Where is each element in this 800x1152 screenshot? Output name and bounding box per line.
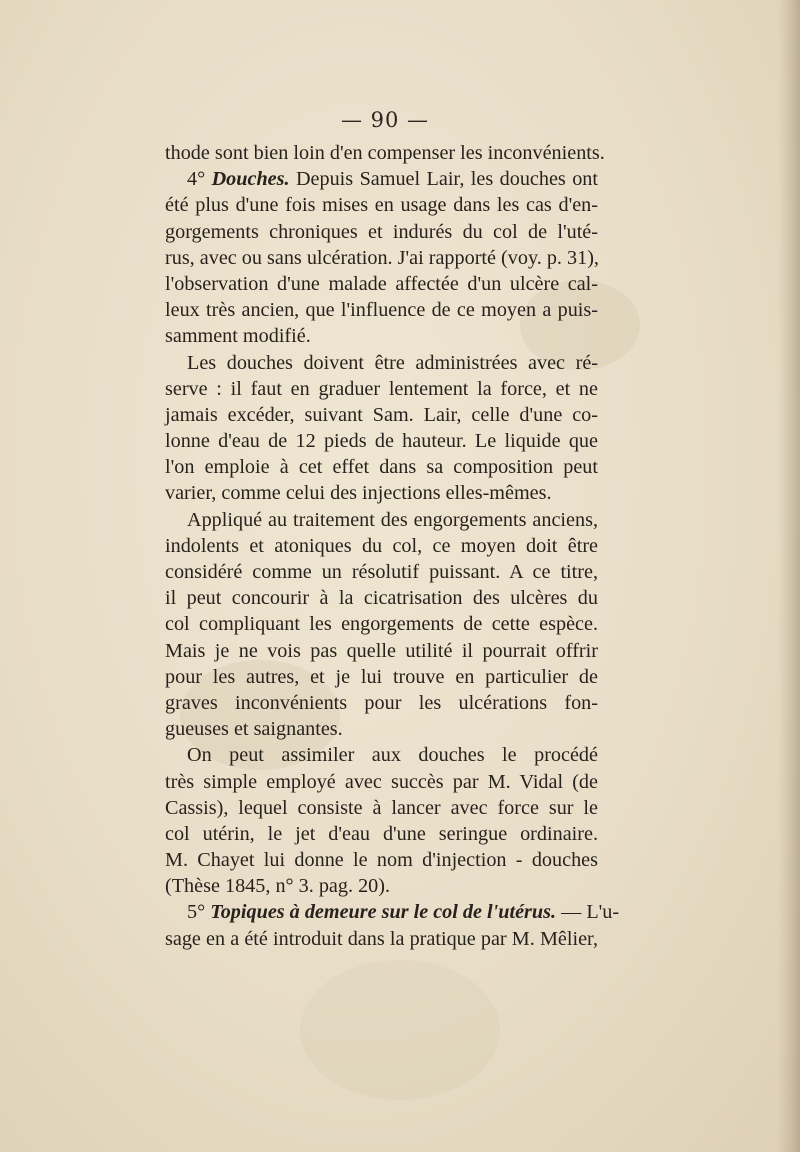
text-line: Mais je ne vois pas quelle utilité il pourrait offrir: [165, 639, 598, 662]
text-line: gueuses et saignantes.: [165, 718, 343, 741]
text-line: l'on emploie à cet effet dans sa composition peut: [165, 456, 598, 479]
text-line: [165, 899, 620, 925]
text-line: été plus d'une fois mises en usage dans les cas d'en-: [165, 194, 598, 217]
text-line: M. Chayet lui donne le nom d'injection - douches: [165, 849, 598, 872]
text-line: indolents et atoniques du col, ce moyen doit être: [165, 534, 598, 557]
text-line: jamais excéder, suivant Sam. Lair, celle d'une co-: [165, 403, 598, 426]
section-title: Topiques à demeure sur le col de l'utérus.: [210, 901, 557, 924]
page-edge-shadow: [778, 0, 800, 1152]
body-text: [165, 140, 620, 952]
text-line: il peut concourir à la cicatrisation des ulcères du: [165, 587, 598, 610]
text-line: Cassis), lequel consiste à lancer avec force sur le: [165, 796, 598, 819]
text-line: col utérin, le jet d'eau d'une seringue ordinaire.: [165, 822, 598, 845]
text-line: pour les autres, et je lui trouve en particulier de: [165, 665, 598, 688]
text-line: On peut assimiler aux douches le procédé: [187, 744, 598, 767]
section-title: Douches.: [211, 168, 290, 191]
line-text: Depuis Samuel Lair, les douches ont: [289, 168, 599, 191]
text-line: (Thèse 1845, n° 3. pag. 20).: [165, 875, 391, 898]
text-line: lonne d'eau de 12 pieds de hauteur. Le liquide que: [165, 430, 598, 453]
text-line: considéré comme un résolutif puissant. A ce titre,: [165, 561, 598, 583]
text-line: Appliqué au traitement des engorgements anciens,: [187, 508, 598, 531]
paper-stain: [300, 960, 500, 1100]
text-line: l'observation d'une malade affectée d'un ulcère cal-: [165, 272, 598, 295]
page-number: — 90 —: [340, 108, 430, 132]
line-text: — L'u-: [556, 901, 620, 924]
text-line: samment modifié.: [165, 325, 311, 348]
text-line: [165, 166, 598, 192]
text-line: thode sont bien loin d'en compenser les inconvénients.: [165, 142, 605, 164]
section-number: 4°: [187, 168, 206, 191]
section-number: 5°: [187, 901, 206, 924]
text-line: gorgements chroniques et indurés du col de l'uté-: [165, 220, 598, 243]
text-line: très simple employé avec succès par M. Vidal (de: [165, 770, 598, 793]
text-line: sage en a été introduit dans la pratique par M. Mêlier,: [165, 927, 598, 950]
text-line: col compliquant les engorgements de cette espèce.: [165, 613, 598, 636]
text-line: serve : il faut en graduer lentement la force, et ne: [165, 377, 598, 400]
text-line: rus, avec ou sans ulcération. J'ai rapporté (voy. p. 31),: [165, 246, 599, 269]
text-line: graves inconvénients pour les ulcérations fon-: [165, 691, 598, 714]
text-line: varier, comme celui des injections elles-mêmes.: [165, 482, 552, 505]
text-line: Les douches doivent être administrées avec ré-: [187, 351, 598, 374]
text-line: leux très ancien, que l'influence de ce moyen a puis-: [165, 299, 598, 322]
